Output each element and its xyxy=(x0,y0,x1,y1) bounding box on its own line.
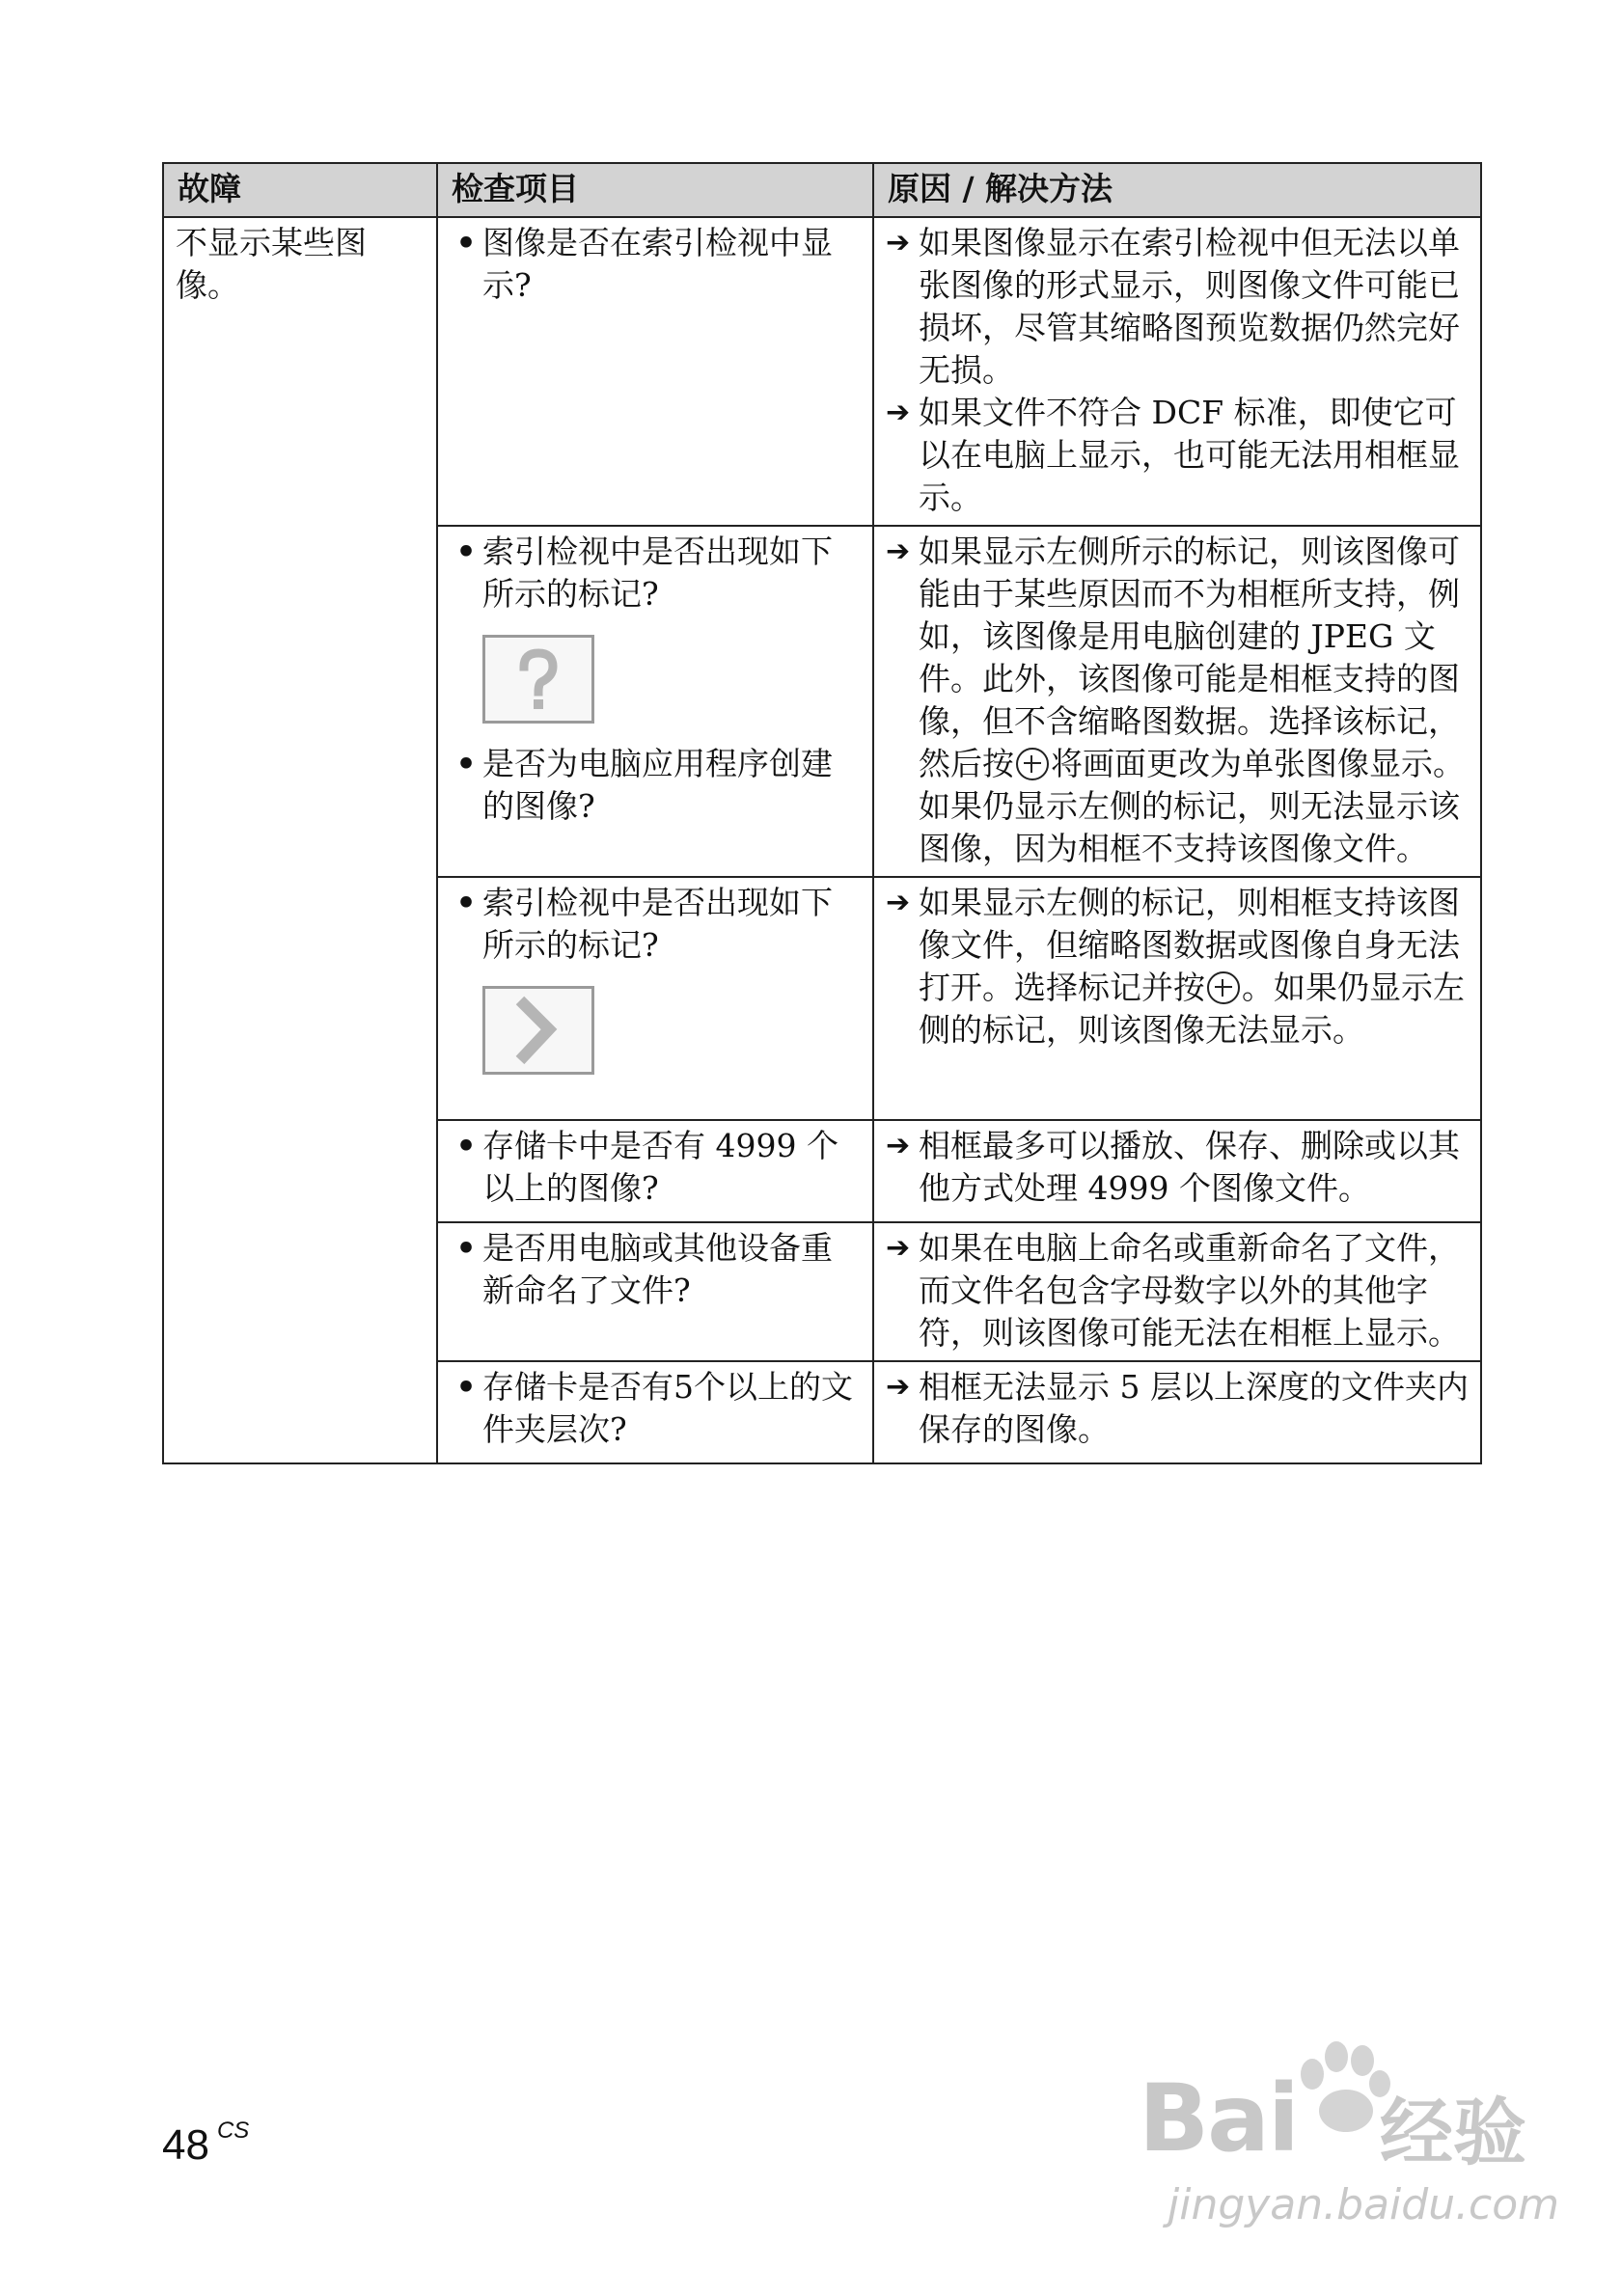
solution-text-part1: 如果显示左侧的标记，则相框支持该图像文件，但缩略图数据或图像自身无法打开。选择标记并按 xyxy=(919,884,1460,1006)
bullet-icon: • xyxy=(455,745,477,782)
bullet-icon: • xyxy=(455,1368,477,1406)
check-cell xyxy=(437,526,873,877)
solution-text: 如果文件不符合 DCF 标准，即使它可以在电脑上显示，也可能无法用相框显示。 xyxy=(919,394,1460,516)
check-cell xyxy=(437,1120,873,1222)
solution-text: 如果在电脑上命名或重新命名了文件，而文件名包含字母数字以外的其他字符，则该图像可能无法在相框上显示。 xyxy=(919,1229,1460,1352)
check-text: 是否为电脑应用程序创建的图像? xyxy=(482,745,833,825)
check-cell xyxy=(437,1222,873,1361)
check-item xyxy=(450,1227,863,1312)
table-row xyxy=(163,217,1481,526)
solution-text: 如果图像显示在索引检视中但无法以单张图像的形式显示，则图像文件可能已损坏，尽管其缩略图预览数据仍然完好无损。 xyxy=(919,224,1460,389)
watermark-brand-cn: 经验 xyxy=(1380,2090,1526,2175)
solution-text-part1: 如果显示左侧所示的标记，则该图像可能由于某些原因而不为相框所支持，例如，该图像是用电脑创建的 JPEG 文件。此外，该图像可能是相框支持的图像，但不含缩略图数据。选择该标记，然后按 xyxy=(919,533,1460,782)
solution-cell xyxy=(873,1120,1481,1222)
check-item xyxy=(450,531,863,615)
arrow-icon: ➔ xyxy=(886,1231,911,1265)
solution-cell xyxy=(873,1361,1481,1463)
solution-item xyxy=(886,222,1470,392)
solution-text-part2: 将画面更改为单张图像显示。如果仍显示左侧的标记，则无法显示该图像，因为相框不支持该图像文件。 xyxy=(919,745,1465,867)
check-item xyxy=(450,1366,863,1451)
arrow-icon: ➔ xyxy=(886,226,911,260)
bullet-icon: • xyxy=(455,1127,477,1164)
solution-item xyxy=(886,1125,1470,1210)
page-language-code: CS xyxy=(216,2118,250,2144)
page-number-value: 48 xyxy=(162,2121,209,2169)
solution-item xyxy=(886,392,1470,519)
check-text: 是否用电脑或其他设备重新命名了文件? xyxy=(482,1229,833,1309)
solution-item xyxy=(886,531,1470,870)
check-item xyxy=(450,882,863,967)
header-problem: 故障 xyxy=(163,163,437,217)
enter-button-icon xyxy=(1016,748,1049,780)
troubleshooting-table xyxy=(162,162,1482,1464)
arrow-icon: ➔ xyxy=(886,396,911,429)
enter-button-icon xyxy=(1207,971,1240,1004)
bullet-icon: • xyxy=(455,533,477,570)
check-cell xyxy=(437,1361,873,1463)
solution-item xyxy=(886,882,1470,1052)
baidu-watermark xyxy=(1139,2036,1560,2248)
solution-text: 相框最多可以播放、保存、删除或以其他方式处理 4999 个图像文件。 xyxy=(919,1127,1460,1207)
table-header-row xyxy=(163,163,1481,217)
solution-text-part2: 。如果仍显示左侧的标记，则该图像无法显示。 xyxy=(919,969,1465,1049)
check-item xyxy=(450,743,863,828)
watermark-brand: Bai xyxy=(1139,2064,1298,2173)
check-item xyxy=(450,222,863,307)
check-text: 索引检视中是否出现如下所示的标记? xyxy=(482,884,833,964)
page-number xyxy=(162,2118,249,2170)
solution-text xyxy=(919,882,1470,1052)
check-cell xyxy=(437,217,873,526)
check-item xyxy=(450,1125,863,1210)
solution-item xyxy=(886,1227,1470,1354)
check-cell xyxy=(437,877,873,1120)
solution-text: 相框无法显示 5 层以上深度的文件夹内保存的图像。 xyxy=(919,1368,1469,1448)
question-mark-icon xyxy=(482,635,594,724)
arrow-icon: ➔ xyxy=(886,534,911,568)
arrow-icon: ➔ xyxy=(886,1370,911,1404)
header-check-item: 检查项目 xyxy=(437,163,873,217)
bullet-icon: • xyxy=(455,224,477,261)
watermark-url: jingyan.baidu.com xyxy=(1168,2180,1560,2229)
solution-cell xyxy=(873,526,1481,877)
check-text: 索引检视中是否出现如下所示的标记? xyxy=(482,533,833,613)
header-cause-solution: 原因 / 解决方法 xyxy=(873,163,1481,217)
issue-cell: 不显示某些图像。 xyxy=(163,217,437,1463)
check-text: 存储卡中是否有 4999 个以上的图像? xyxy=(482,1127,838,1207)
solution-cell xyxy=(873,1222,1481,1361)
bullet-icon: • xyxy=(455,1229,477,1267)
solution-cell xyxy=(873,217,1481,526)
solution-cell xyxy=(873,877,1481,1120)
check-text: 图像是否在索引检视中显示? xyxy=(482,224,833,304)
broken-image-icon xyxy=(482,986,594,1075)
solution-text xyxy=(919,531,1470,870)
arrow-icon: ➔ xyxy=(886,886,911,919)
check-text: 存储卡是否有5个以上的文件夹层次? xyxy=(482,1368,853,1448)
bullet-icon: • xyxy=(455,884,477,921)
arrow-icon: ➔ xyxy=(886,1129,911,1162)
solution-item xyxy=(886,1366,1470,1451)
